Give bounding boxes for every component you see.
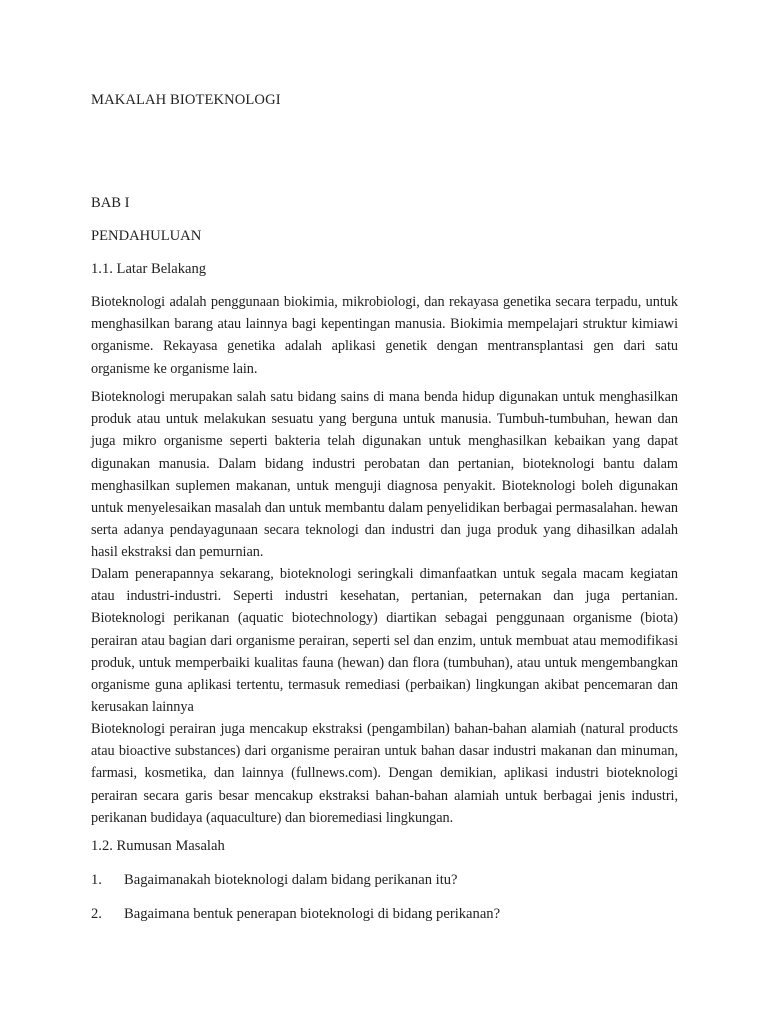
paragraph-4: Bioteknologi perairan juga mencakup ekstraksi (pengambilan) bahan-bahan alamiah (natural products atau bioactive substances) dari organisme perairan untuk bahan dasar industri makanan dan minuman, farmasi, kosmetika, dan lainnya (fullnews.com). Dengan demikian, aplikasi industri bioteknologi perairan secara garis besar mencakup ekstraksi bahan-bahan alamiah untuk berbagai jenis industri, perikanan budidaya (aquaculture) dan bioremediasi lingkungan.	[91, 721, 678, 826]
section-heading-rumusan-masalah: 1.2. Rumusan Masalah	[91, 838, 225, 854]
paragraph-3: Dalam penerapannya sekarang, bioteknologi seringkali dimanfaatkan untuk segala macam kegiatan atau industri-industri. Seperti industri kesehatan, pertanian, peternakan dan juga pertanian. Bioteknologi perikanan (aquatic biotechnology) diartikan sebagai penggunaan organisme (biota) perairan atau bagian dari organisme perairan, seperti sel dan enzim, untuk membuat atau memodifikasi produk, untuk memperbaiki kualitas fauna (hewan) dan flora (tumbuhan), atau untuk mengembangkan organisme guna aplikasi tertentu, termasuk remediasi (perbaikan) lingkungan akibat pencemaran dan kerusakan lainnya	[91, 566, 678, 716]
section-heading-latar-belakang: 1.1. Latar Belakang	[91, 261, 207, 277]
document-title: MAKALAH BIOTEKNOLOGI	[91, 92, 281, 108]
list-item-text: Bagaimanakah bioteknologi dalam bidang perikanan itu?	[124, 872, 458, 888]
list-item-text: Bagaimana bentuk penerapan bioteknologi di bidang perikanan?	[124, 906, 501, 922]
list-item	[91, 903, 678, 925]
list-item-number: 2.	[91, 906, 102, 922]
paragraph-1: Bioteknologi adalah penggunaan biokimia, mikrobiologi, dan rekayasa genetika secara terpadu, untuk menghasilkan barang atau lainnya bagi kepentingan manusia. Biokimia mempelajari struktur kimiawi organisme. Rekayasa genetika adalah aplikasi genetik dengan mentransplantasi gen dari satu organisme ke organisme lain.	[91, 294, 678, 377]
chapter-title: PENDAHULUAN	[91, 228, 202, 244]
chapter-number: BAB I	[91, 195, 130, 211]
list-item-number: 1.	[91, 872, 102, 888]
list-item	[91, 869, 678, 891]
paragraph-2: Bioteknologi merupakan salah satu bidang sains di mana benda hidup digunakan untuk menghasilkan produk atau untuk melakukan sesuatu yang berguna untuk manusia. Tumbuh-tumbuhan, hewan dan juga mikro organisme seperti bakteria telah digunakan untuk menghasilkan kebaikan yang dapat digunakan manusia. Dalam bidang industri perobatan dan pertanian, bioteknologi bantu dalam menghasilkan suplemen makanan, untuk menguji diagnosa penyakit. Bioteknologi boleh digunakan untuk menyelesaikan masalah dan untuk membantu dalam penyelidikan berbagai permasalahan. hewan serta adanya pendayagunaan secara teknologi dan industri dan juga produk yang dihasilkan adalah hasil ekstraksi dan pemurnian.	[91, 389, 678, 561]
